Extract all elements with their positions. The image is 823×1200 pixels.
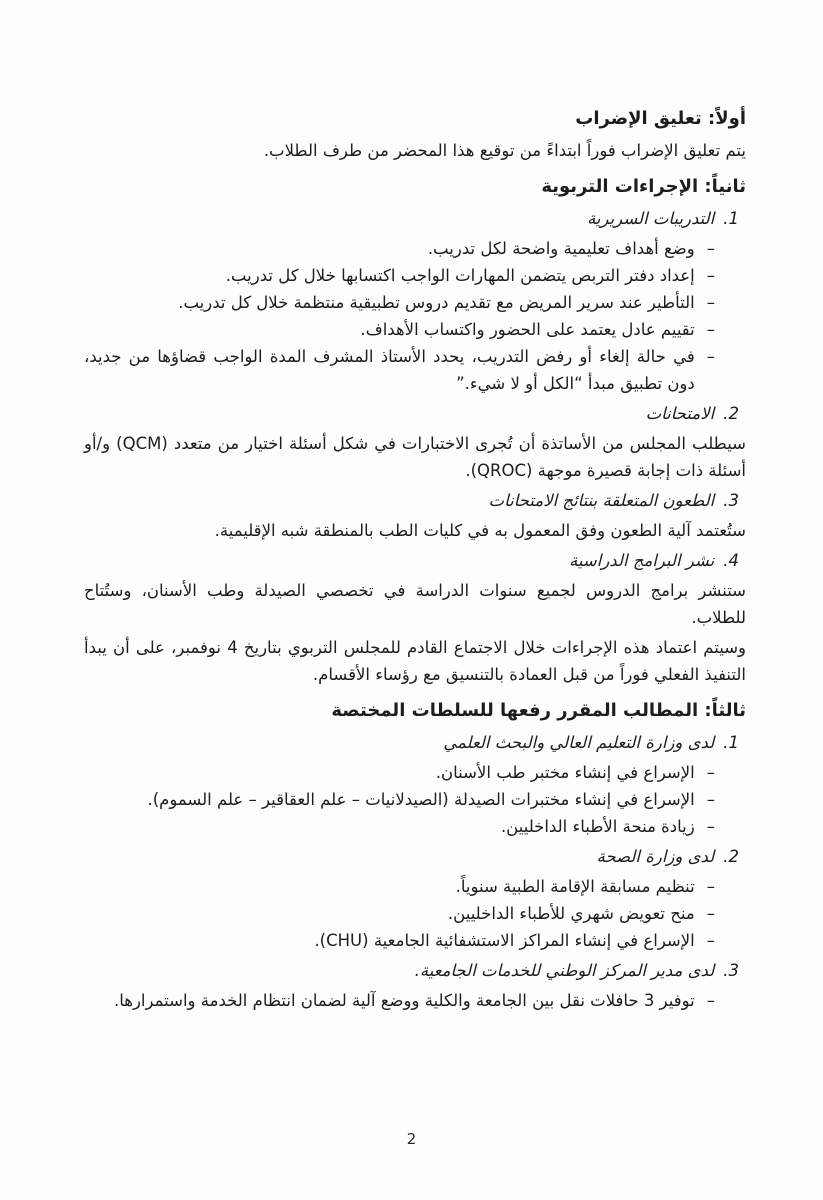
numbered-list-item — [84, 843, 746, 870]
list-item-text: الإسراع في إنشاء مختبر طب الأسنان. — [435, 763, 695, 782]
numbered-list-item — [84, 729, 746, 756]
list-item-text: التأطير عند سرير المريض مع تقديم دروس تطبيقية منتظمة خلال كل تدريب. — [178, 293, 695, 312]
numbered-list-item — [84, 205, 746, 232]
dash-list-item — [84, 786, 746, 813]
dash-list-item — [84, 873, 746, 900]
list-item-text: وضع أهداف تعليمية واضحة لكل تدريب. — [427, 239, 695, 258]
list-item-text: التدريبات السريرية — [587, 209, 715, 228]
dash-list-item — [84, 343, 746, 397]
dash-bullet: – — [706, 763, 715, 782]
dash-bullet: – — [706, 904, 715, 923]
list-item-text: لدى وزارة التعليم العالي والبحث العلمي — [443, 733, 715, 752]
list-item-text: الإسراع في إنشاء مختبرات الصيدلة (الصيدلانيات – علم العقاقير – علم السموم). — [147, 790, 695, 809]
dash-bullet: – — [706, 347, 715, 366]
list-number: 2. — [723, 404, 739, 423]
dash-list-item — [84, 262, 746, 289]
list-item-text: الطعون المتعلقة بنتائج الامتحانات — [488, 491, 715, 510]
list-number: 3. — [723, 491, 739, 510]
dash-bullet: – — [706, 320, 715, 339]
list-item-text: زيادة منحة الأطباء الداخليين. — [500, 817, 695, 836]
numbered-list-item — [84, 957, 746, 984]
dash-bullet: – — [706, 239, 715, 258]
dash-bullet: – — [706, 877, 715, 896]
numbered-list-item — [84, 487, 746, 514]
list-item-text: إعداد دفتر التربص يتضمن المهارات الواجب اكتسابها خلال كل تدريب. — [225, 266, 695, 285]
dash-list-item — [84, 235, 746, 262]
dash-bullet: – — [706, 790, 715, 809]
dash-bullet: – — [706, 817, 715, 836]
list-number: 2. — [723, 847, 739, 866]
paragraph: ستنشر برامج الدروس لجميع سنوات الدراسة في تخصصي الصيدلة وطب الأسنان، وستُتاح للطلاب. — [84, 581, 746, 627]
paragraph: يتم تعليق الإضراب فوراً ابتداءً من توقيع هذا المحضر من طرف الطلاب. — [263, 141, 746, 160]
list-item-text: تنظيم مسابقة الإقامة الطبية سنوياً. — [455, 877, 695, 896]
numbered-list-item — [84, 400, 746, 427]
dash-bullet: – — [706, 931, 715, 950]
list-item-text: الإسراع في إنشاء المراكز الاستشفائية الجامعية (CHU). — [314, 931, 695, 950]
dash-bullet: – — [706, 293, 715, 312]
page-number: 2 — [406, 1130, 417, 1148]
section-heading-second: ثانياً: الإجراءات التربوية — [541, 176, 746, 197]
dash-bullet: – — [706, 266, 715, 285]
list-item-text: منح تعويض شهري للأطباء الداخليين. — [447, 904, 695, 923]
list-item-text: الامتحانات — [645, 404, 715, 423]
list-number: 1. — [723, 209, 739, 228]
dash-bullet: – — [706, 991, 715, 1010]
dash-list-item — [84, 289, 746, 316]
paragraph: سيطلب المجلس من الأساتذة أن تُجرى الاختبارات في شكل أسئلة اختيار من متعدد (QCM) و/أو أسئلة ذات إجابة قصيرة موجهة (QROC). — [84, 434, 746, 480]
list-number: 1. — [723, 733, 739, 752]
paragraph: وسيتم اعتماد هذه الإجراءات خلال الاجتماع القادم للمجلس التربوي بتاريخ 4 نوفمبر، على أن يبدأ التنفيذ الفعلي فوراً من قبل العمادة بالتنسيق مع رؤساء الأقسام. — [84, 638, 746, 684]
dash-list-item — [84, 927, 746, 954]
list-item-text: توفير 3 حافلات نقل بين الجامعة والكلية ووضع آلية لضمان انتظام الخدمة واستمرارها. — [113, 991, 695, 1010]
paragraph: ستُعتمد آلية الطعون وفق المعمول به في كليات الطب بالمنطقة شبه الإقليمية. — [214, 521, 746, 540]
section-heading-first: أولاً: تعليق الإضراب — [575, 108, 746, 129]
list-item-text: لدى مدير المركز الوطني للخدمات الجامعية. — [414, 961, 715, 980]
numbered-list-item — [84, 547, 746, 574]
dash-list-item — [84, 316, 746, 343]
list-item-text: تقييم عادل يعتمد على الحضور واكتساب الأهداف. — [360, 320, 695, 339]
section-heading-third: ثالثاً: المطالب المقرر رفعها للسلطات المختصة — [331, 700, 746, 721]
list-number: 4. — [723, 551, 739, 570]
dash-list-item — [84, 813, 746, 840]
dash-list-item — [84, 900, 746, 927]
dash-list-item — [84, 759, 746, 786]
list-item-text: لدى وزارة الصحة — [596, 847, 715, 866]
list-number: 3. — [723, 961, 739, 980]
list-item-text: نشر البرامج الدراسية — [569, 551, 715, 570]
list-item-text: في حالة إلغاء أو رفض التدريب، يحدد الأستاذ المشرف المدة الواجب قضاؤها من جديد، دون تطبيق مبدأ “الكل أو لا شيء.” — [84, 347, 695, 393]
dash-list-item — [84, 987, 746, 1014]
document-body — [84, 96, 746, 1014]
